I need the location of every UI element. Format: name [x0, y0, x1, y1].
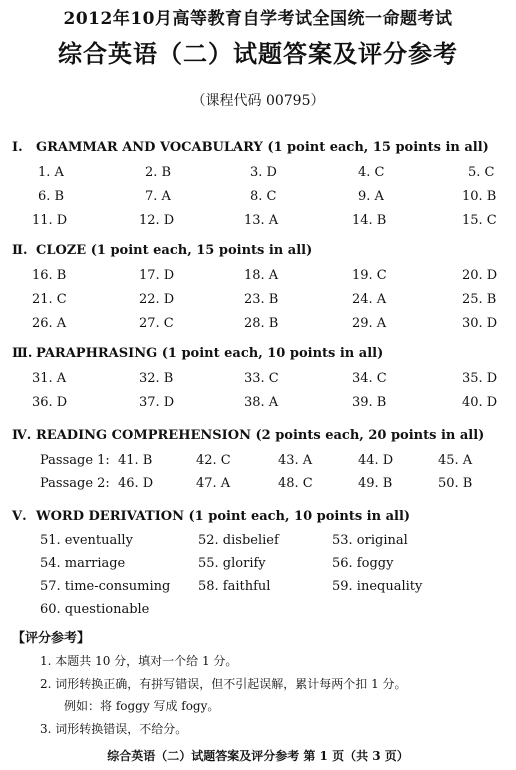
derivation-item: 51. eventually — [40, 533, 133, 548]
derivation-item: 56. foggy — [332, 556, 394, 571]
answer-item: 26. A — [32, 316, 67, 331]
answer-item: 36. D — [32, 395, 68, 410]
derivation-item: 52. disbelief — [198, 533, 279, 548]
course-code: （课程代码 00795） — [191, 93, 325, 109]
section-heading-grammar — [12, 140, 489, 155]
answer-item: 39. B — [352, 395, 387, 410]
section-title: PARAPHRASING (1 point each, 10 points in all) — [36, 346, 384, 361]
grading-note: 1. 本题共 10 分，填对一个给 1 分。 — [40, 654, 238, 668]
passage-label: Passage 2: — [40, 476, 110, 491]
section-heading-derivation — [12, 509, 410, 524]
section-number: Ⅳ. — [12, 428, 32, 443]
answer-item: 2. B — [145, 165, 172, 180]
exam-title: 2012年10月高等教育自学考试全国统一命题考试 — [63, 9, 453, 29]
page-footer: 综合英语（二）试题答案及评分参考 第 1 页（共 3 页） — [107, 749, 409, 763]
section-heading-reading — [12, 428, 484, 443]
answer-item: 8. C — [250, 189, 277, 204]
answer-item: 10. B — [462, 189, 497, 204]
answer-item: 6. B — [38, 189, 65, 204]
answer-item: 40. D — [462, 395, 498, 410]
answer-item: 45. A — [438, 453, 473, 468]
section-title: GRAMMAR AND VOCABULARY (1 point each, 15 points in all) — [36, 140, 489, 155]
derivation-item: 57. time-consuming — [40, 579, 171, 594]
answer-item: 35. D — [462, 371, 498, 386]
answer-item: 18. A — [244, 268, 279, 283]
answer-item: 30. D — [462, 316, 498, 331]
answer-item: 29. A — [352, 316, 387, 331]
answer-item: 15. C — [462, 213, 497, 228]
answer-item: 46. D — [118, 476, 154, 491]
answer-item: 42. C — [196, 453, 231, 468]
answer-item: 49. B — [358, 476, 393, 491]
answer-item: 33. C — [244, 371, 279, 386]
answer-item: 28. B — [244, 316, 279, 331]
answer-item: 48. C — [278, 476, 313, 491]
grading-note: 2. 词形转换正确，有拼写错误，但不引起误解，累计每两个扣 1 分。 — [40, 677, 407, 691]
answer-item: 12. D — [139, 213, 175, 228]
answer-item: 24. A — [352, 292, 387, 307]
answer-item: 7. A — [145, 189, 171, 204]
answer-item: 25. B — [462, 292, 497, 307]
derivation-item: 55. glorify — [198, 556, 266, 571]
answer-item: 3. D — [250, 165, 277, 180]
answer-item: 44. D — [358, 453, 394, 468]
answer-item: 21. C — [32, 292, 67, 307]
section-title: READING COMPREHENSION (2 points each, 20 points in all) — [36, 428, 485, 443]
section-number: Ⅲ. — [12, 346, 33, 361]
answer-item: 16. B — [32, 268, 67, 283]
answer-item: 5. C — [468, 165, 495, 180]
section-title: CLOZE (1 point each, 15 points in all) — [36, 243, 313, 258]
answer-item: 37. D — [139, 395, 175, 410]
answer-item: 41. B — [118, 453, 153, 468]
answer-item: 47. A — [196, 476, 231, 491]
answer-item: 20. D — [462, 268, 498, 283]
answer-item: 50. B — [438, 476, 473, 491]
grading-notes-heading: 【评分参考】 — [12, 631, 91, 646]
answer-item: 4. C — [358, 165, 385, 180]
derivation-item: 60. questionable — [40, 602, 150, 617]
answer-item: 43. A — [278, 453, 313, 468]
section-number: Ⅱ. — [12, 243, 28, 258]
answer-item: 11. D — [32, 213, 68, 228]
section-heading-paraphrasing — [12, 346, 383, 361]
section-number: Ⅰ. — [12, 140, 23, 155]
grading-note-example: 例如：将 foggy 写成 fogy。 — [64, 699, 220, 713]
answer-item: 17. D — [139, 268, 175, 283]
answer-item: 1. A — [38, 165, 64, 180]
answer-item: 27. C — [139, 316, 174, 331]
grading-note: 3. 词形转换错误，不给分。 — [40, 722, 188, 736]
answer-item: 9. A — [358, 189, 384, 204]
answer-item: 34. C — [352, 371, 387, 386]
derivation-item: 53. original — [332, 533, 408, 548]
passage-label: Passage 1: — [40, 453, 110, 468]
derivation-item: 54. marriage — [40, 556, 126, 571]
answer-item: 13. A — [244, 213, 279, 228]
answer-item: 38. A — [244, 395, 279, 410]
answer-item: 19. C — [352, 268, 387, 283]
derivation-item: 59. inequality — [332, 579, 423, 594]
answer-item: 14. B — [352, 213, 387, 228]
section-number: Ⅴ. — [12, 509, 27, 524]
document-title: 综合英语（二）试题答案及评分参考 — [58, 39, 458, 68]
derivation-item: 58. faithful — [198, 579, 271, 594]
answer-item: 32. B — [139, 371, 174, 386]
answer-item: 23. B — [244, 292, 279, 307]
section-title: WORD DERIVATION (1 point each, 10 points in all) — [36, 509, 411, 524]
section-heading-cloze — [12, 243, 312, 258]
answer-item: 31. A — [32, 371, 67, 386]
answer-item: 22. D — [139, 292, 175, 307]
